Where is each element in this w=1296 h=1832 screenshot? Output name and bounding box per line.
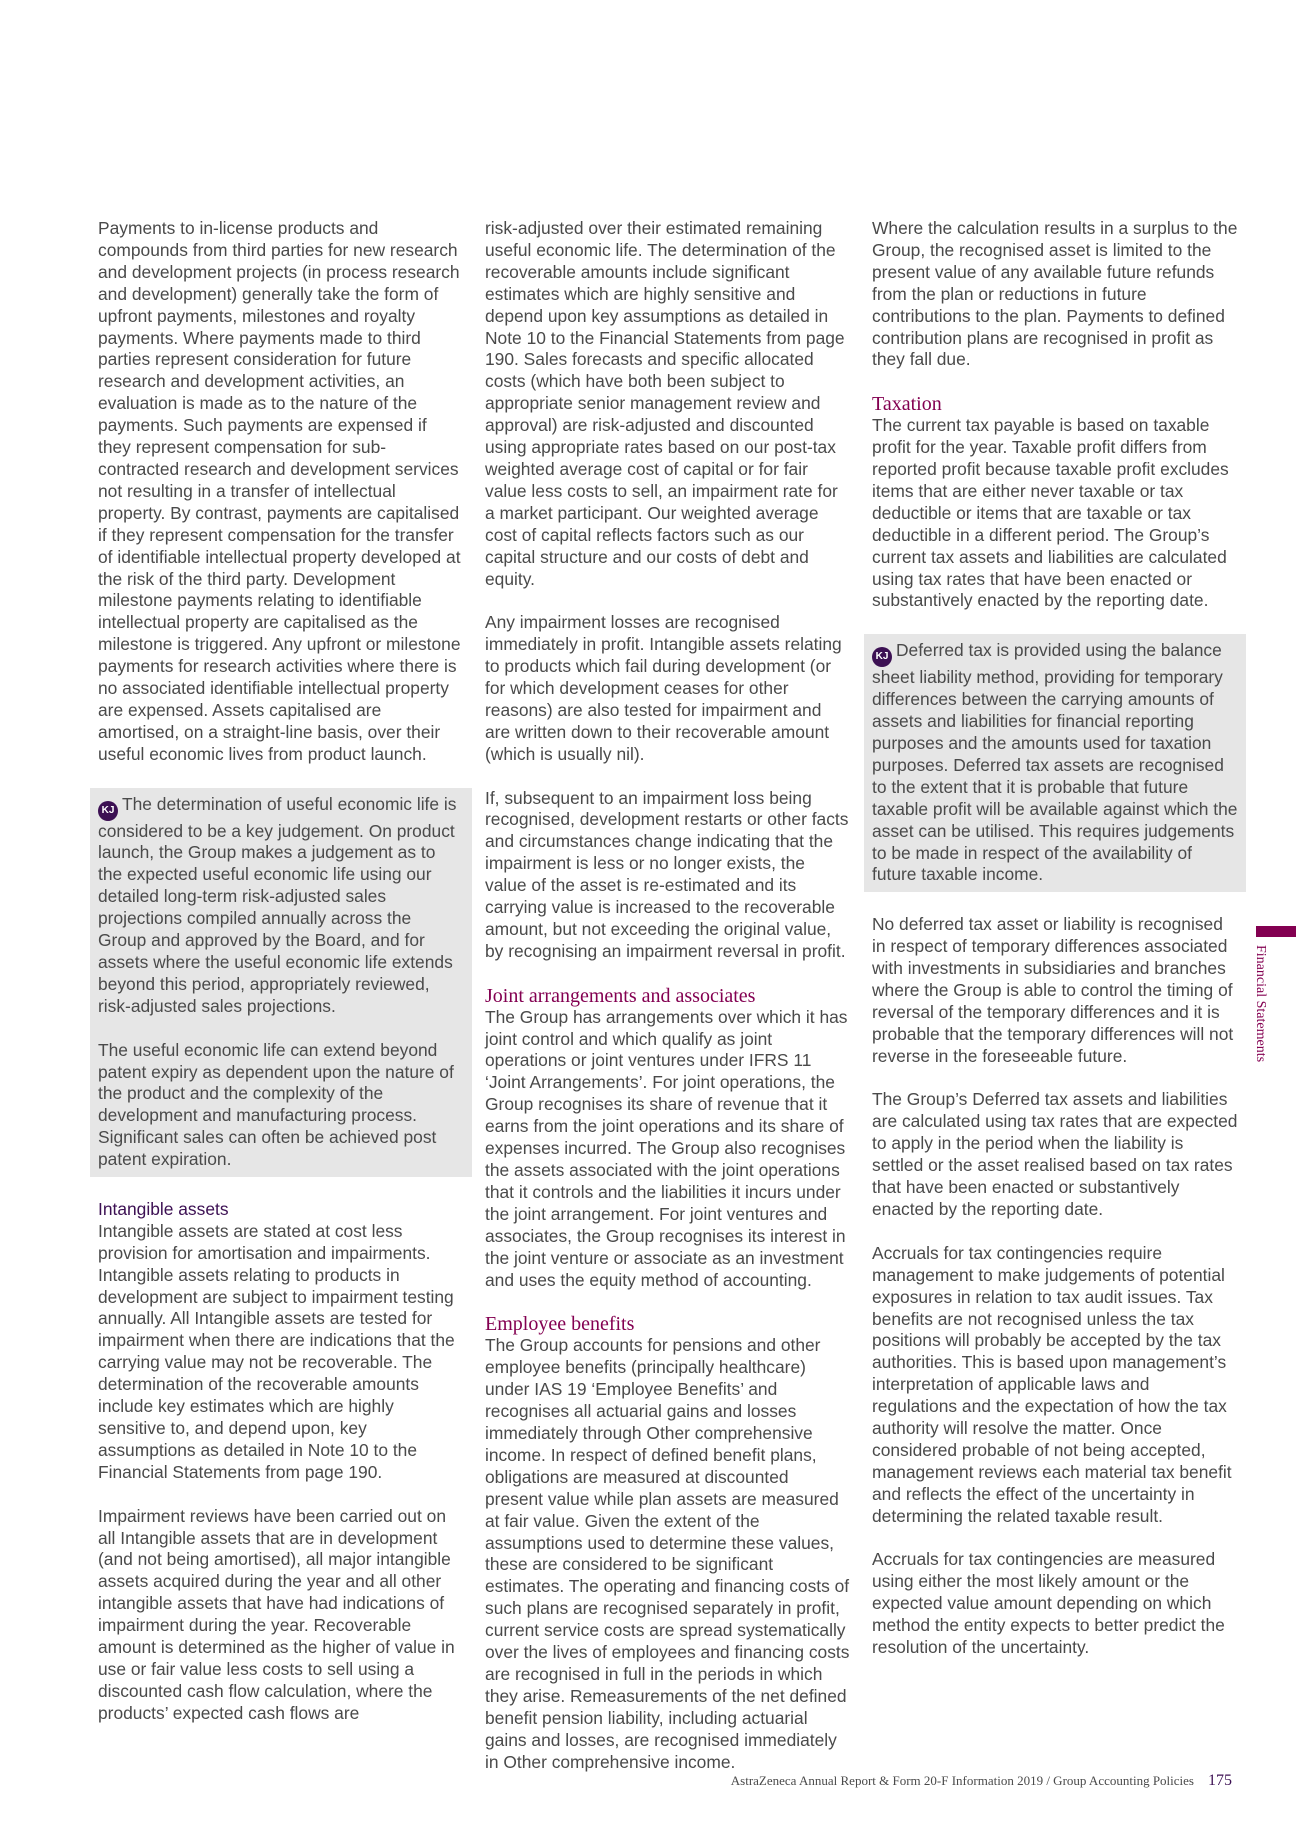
page-footer	[600, 1772, 1232, 1790]
column-3	[872, 218, 1238, 1659]
paragraph-surplus: Where the calculation results in a surplus to the Group, the recognised asset is limited to the present value of any available future refunds from the plan or reductions in future contributions to the plan. Payments to defined contribution plans are recognised in profit as they fall due.	[872, 218, 1238, 370]
heading-taxation: Taxation	[872, 393, 942, 416]
paragraph-risk-adjusted: risk-adjusted over their estimated remaining useful economic life. The determination of the recoverable amounts include significant estimates which are highly sensitive and depend upon key assumptions as detailed in Note 10 to the Financial Statements from page 190. Sales forecasts and specific allocated costs (which have both been subject to appropriate senior management review and approval) are risk-adjusted and discounted using appropriate rates based on our post-tax weighted average cost of capital or for fair value less costs to sell, an impairment rate for a market participant. Our weighted average cost of capital reflects factors such as our capital structure and our costs of debt and equity.	[485, 218, 845, 589]
paragraph-employee-benefits: The Group accounts for pensions and other employee benefits (principally healthcare) under IAS 19 ‘Employee Benefits’ and recognises all actuarial gains and losses immediately through Other comprehensive income. In respect of defined benefit plans, obligations are measured at discounted present value while plan assets are measured at fair value. Given the extent of the assumptions used to determine these values, these are considered to be significant estimates. The operating and financing costs of such plans are recognised separately in profit, current service costs are spread systematically over the lives of employees and financing costs are recognised in full in the periods in which they arise. Remeasurements of the net defined benefit pension liability, including actuarial gains and losses, are recognised immediately in Other comprehensive income.	[485, 1335, 850, 1772]
kj-text: The determination of useful economic life is considered to be a key judgement. On product launch, the Group makes a judgement as to the expected useful economic life using our detailed long-term risk-adjusted sales projections compiled annually across the Group and approved by the Board, and for assets where the useful economic life extends beyond this period, appropriately reviewed, risk-adjusted sales projections.	[98, 793, 457, 1016]
kj-paragraph	[98, 794, 464, 1018]
paragraph-joint-arrangements: The Group has arrangements over which it has joint control and which qualify as joint operations or joint ventures under IFRS 11 ‘Joint Arrangements’. For joint operations, the Group recognises its share of revenue that it earns from the joint operations and its share of expenses incurred. The Group also recognises the assets associated with the joint operations that it controls and the liabilities it incurs under the joint arrangement. For joint ventures and associates, the Group recognises its interest in the joint venture or associate as an investment and uses the equity method of accounting.	[485, 1006, 848, 1290]
paragraph-impairment-reviews: Impairment reviews have been carried out on all Intangible assets that are in development (and not being amortised), all major intangible assets acquired during the year and all other intangible assets that have had indications of impairment during the year. Recoverable amount is determined as the higher of value in use or fair value less costs to sell using a discounted cash flow calculation, where the products’ expected cash flows are	[98, 1505, 455, 1723]
paragraph-intangible-assets: Intangible assets are stated at cost less provision for amortisation and impairments. Intangible assets relating to products in development are subject to impairment testing annually. All Intangible assets are tested for impairment when there are indications that the carrying value may not be recoverable. The determination of the recoverable amounts include key estimates which are highly sensitive to, and depend upon, key assumptions as detailed in Note 10 to the Financial Statements from page 190.	[98, 1220, 455, 1482]
key-judgement-box-deferred-tax	[864, 634, 1246, 892]
kj-paragraph-2: The useful economic life can extend beyond patent expiry as dependent upon the nature of the product and the complexity of the development and manufacturing process. Significant sales can often be achieved post patent expiration.	[98, 1039, 454, 1170]
column-2	[485, 218, 851, 1773]
key-judgement-icon: KJ	[98, 801, 118, 821]
paragraph-deferred-tax-rates: The Group’s Deferred tax assets and liabilities are calculated using tax rates that are expected to apply in the period when the liability is settled or the asset realised based on tax rates that have been enacted or substantively enacted by the reporting date.	[872, 1089, 1238, 1219]
paragraph-tax-contingencies-measured: Accruals for tax contingencies are measured using either the most likely amount or the expected value amount depending on which method the entity expects to better predict the resolution of the uncertainty.	[872, 1549, 1225, 1658]
section-tab-label: Financial Statements	[1253, 945, 1268, 1063]
kj-text: Deferred tax is provided using the balance sheet liability method, providing for temporary differences between the carrying amounts of assets and liabilities for financial reporting purposes and the amounts used for taxation purposes. Deferred tax assets are recognised to the extent that it is probable that future taxable profit will be available against which the asset can be utilised. This requires judgements to be made in respect of the availability of future taxable income.	[872, 640, 1238, 885]
column-1	[98, 218, 464, 1725]
paragraph-in-license-payments: Payments to in-license products and compounds from third parties for new research and development projects (in process research and development) generally take the form of upfront payments, milestones and royalty payments. Where payments made to third parties represent consideration for future research and development activities, an evaluation is made as to the nature of the payments. Such payments are expensed if they represent compensation for sub-contracted research and development services not resulting in a transfer of intellectual property. By contrast, payments are capitalised if they represent compensation for the transfer of identifiable intellectual property developed at the risk of the third party. Development milestone payments relating to identifiable intellectual property are capitalised as the milestone is triggered. Any upfront or milestone payments for research activities where there is no associated identifiable intellectual property are expensed. Assets capitalised are amortised, on a straight-line basis, over their useful economic lives from product launch.	[98, 218, 461, 764]
key-judgement-icon: KJ	[872, 647, 892, 667]
page-number: 175	[1208, 1772, 1232, 1789]
paragraph-impairment-losses: Any impairment losses are recognised immediately in profit. Intangible assets relating to products which fail during development (or for which development ceases for other reasons) are also tested for impairment and are written down to their recoverable amount (which is usually nil).	[485, 612, 842, 764]
heading-intangible-assets: Intangible assets	[98, 1198, 229, 1219]
section-tab-marker	[1256, 926, 1296, 937]
paragraph-tax-contingencies: Accruals for tax contingencies require management to make judgements of potential exposures in relation to tax audit issues. Tax benefits are not recognised unless the tax positions will probably be accepted by the tax authorities. This is based upon management’s interpretation of applicable laws and regulations and the expectation of how the tax authority will resolve the matter. Once considered probable of not being accepted, management reviews each material tax benefit and reflects the effect of the uncertainty in determining the related taxable result.	[872, 1242, 1232, 1526]
paragraph-current-tax: The current tax payable is based on taxable profit for the year. Taxable profit differs from reported profit because taxable profit excludes items that are either never taxable or tax deductible or items that are taxable or tax deductible in a different period. The Group’s current tax assets and liabilities are calculated using tax rates that have been enacted or substantively enacted by the reporting date.	[872, 415, 1229, 611]
footer-text: AstraZeneca Annual Report & Form 20-F Information 2019 / Group Accounting Policies	[730, 1773, 1194, 1788]
key-judgement-box-useful-life	[90, 788, 472, 1177]
heading-joint-arrangements: Joint arrangements and associates	[485, 984, 756, 1007]
kj-paragraph	[872, 640, 1238, 886]
paragraph-no-deferred-tax: No deferred tax asset or liability is recognised in respect of temporary differences associated with investments in subsidiaries and branches where the Group is able to control the timing of reversal of the temporary differences and it is probable that the temporary differences will not reverse in the foreseeable future.	[872, 914, 1234, 1066]
paragraph-impairment-reversal: If, subsequent to an impairment loss being recognised, development restarts or other facts and circumstances change indicating that the impairment is less or no longer exists, the value of the asset is re-estimated and its carrying value is increased to the recoverable amount, but not exceeding the original value, by recognising an impairment reversal in profit.	[485, 787, 849, 961]
heading-employee-benefits: Employee benefits	[485, 1313, 635, 1336]
